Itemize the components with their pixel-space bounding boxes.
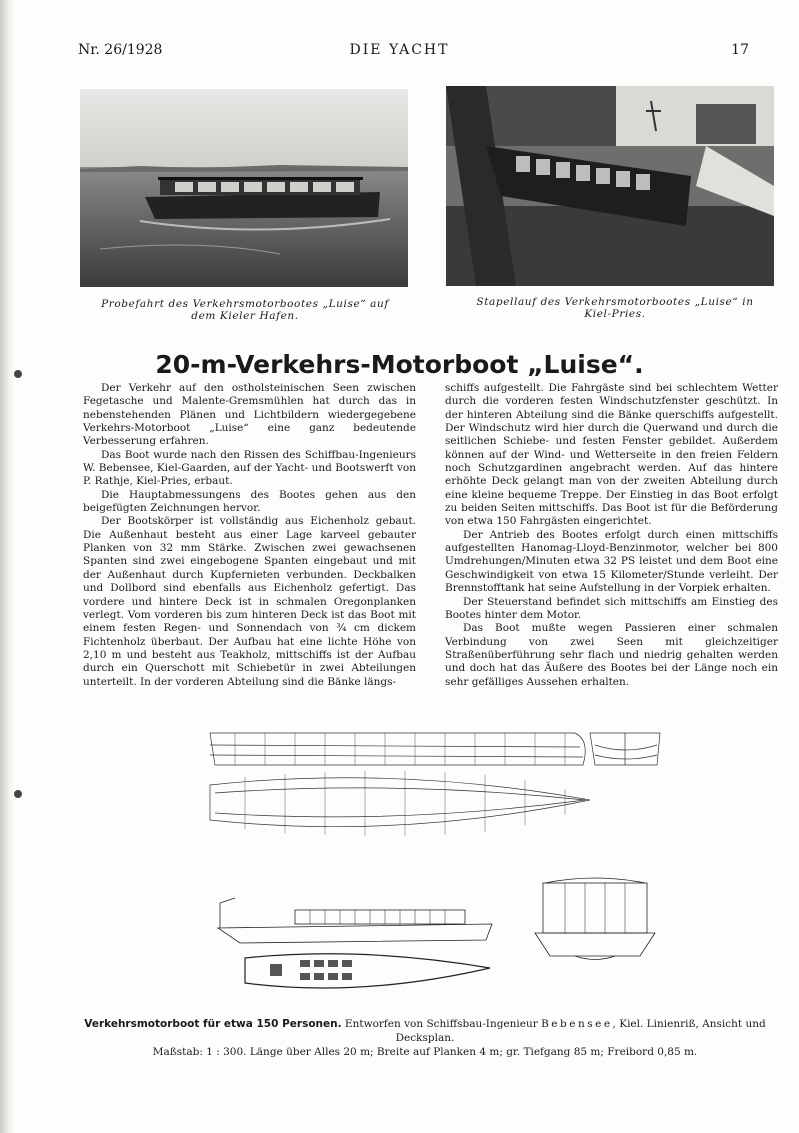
paragraph: Der Steuerstand befindet sich mittschiffs am Einstieg des Bootes hinter dem Motor. — [445, 595, 778, 621]
photo-caption-trial-run: Probefahrt des Verkehrsmotorbootes „Luise“ auf dem Kieler Hafen. — [101, 298, 389, 322]
figure-caption-designer: Bebensee — [541, 1018, 613, 1030]
paragraph: Der Bootskörper ist vollständig aus Eichenholz gebaut. Die Außenhaut besteht aus einer Lage karveel gebauter Planken von 32 mm Stärke. Zwischen zwei gewachsenen Spanten sind zwei eingebogene Spanten eingebaut und mit der Außenhaut durch Kupfernieten verbunden. Deckbalken und Dollbord sind ebenfalls aus Eichenholz gefertigt. Das vordere und hintere Deck ist in schmalen Oregonplanken verlegt. Vom vorderen bis zum hinteren Deck ist das Boot mit einem festen Regen- und Sonnendach von ¾ cm dickem Fichtenholz überbaut. Der Aufbau hat eine lichte Höhe von 2,10 m und besteht aus Teakholz, mittschiffs ist der Aufbau durch ein Querschott mit Schiebetür in zwei Abteilungen unterteilt. In der vorderen Abteilung sind die Bänke längs- — [83, 515, 416, 688]
article-column-left — [83, 382, 416, 689]
photo-caption-launch: Stapellauf des Verkehrsmotorbootes „Luise“ in Kiel-Pries. — [476, 296, 754, 320]
paragraph: Der Antrieb des Bootes erfolgt durch einen mittschiffs aufgestellten Hanomag-Lloyd-Benzinmotor, welcher bei 800 Umdrehungen/Minuten etwa 32 PS leistet und dem Boot eine Geschwindigkeit von etwa 15 Kilometer/Stunde verleiht. Der Brennstofftank hat seine Aufstellung in der Vorpiek erhalten. — [445, 528, 778, 595]
figure-caption — [60, 1017, 790, 1059]
photo-trial-run — [80, 89, 408, 287]
photo-launch — [446, 86, 774, 286]
magazine-title: DIE YACHT — [349, 42, 450, 58]
article-column-right — [445, 382, 778, 689]
paragraph: schiffs aufgestellt. Die Fahrgäste sind bei schlechtem Wetter durch die vorderen festen Windschutzfenster geschützt. In der hinteren Abteilung sind die Bänke querschiffs aufgestellt. Der Windschutz wird hier durch die Querwand und durch die seitlichen Schiebe- und festen Fenster gebildet. Außerdem können auf der Wind- und Wetterseite in den freien Feldern noch Schutzgardinen angebracht werden. Auf das hintere erhöhte Deck gelangt man von der zweiten Abteilung durch eine kleine bequeme Treppe. Der Einstieg in das Boot erfolgt zu beiden Seiten mittschiffs. Das Boot ist für die Beförderung von etwa 150 Fahrgästen eingerichtet. — [445, 382, 778, 528]
figure-caption-text: , Kiel. Linienriß, Ansicht und Decksplan. — [395, 1018, 766, 1044]
binding-hole — [14, 790, 22, 798]
figure-caption-title: Verkehrsmotorboot für etwa 150 Personen. — [84, 1018, 342, 1030]
paragraph: Das Boot mußte wegen Passieren einer schmalen Verbindung von zwei Seen mit gleichzeitiger Straßenüberführung sehr flach und niedrig gehalten werden und doch hat das Äußere des Bootes bei der Länge noch ein sehr gefälliges Aussehen erhalten. — [445, 622, 778, 688]
cross-section-drawing — [525, 868, 665, 963]
elevation-deck-plan-drawing — [210, 888, 500, 1003]
paragraph: Der Verkehr auf den ostholsteinischen Seen zwischen Fegetasche und Malente-Gremsmühlen hat durch das in nebenstehenden Plänen und Lichtbildern wiedergegebene Verkehrs-Motorboot „Luise“ eine ganz bedeutende Verbesserung erfahren. — [83, 382, 416, 448]
book-spine-shadow — [0, 0, 14, 1133]
figure-caption-dimensions: Maßstab: 1 : 300. Länge über Alles 20 m; Breite auf Planken 4 m; gr. Tiefgang 85 m; Freibord 0,85 m. — [152, 1046, 698, 1058]
page-number: 17 — [731, 42, 749, 58]
paragraph: Das Boot wurde nach den Rissen des Schiffbau-Ingenieurs W. Bebensee, Kiel-Gaarden, auf der Yacht- und Bootswerft von P. Rathje, Kiel-Pries, erbaut. — [83, 448, 416, 488]
paragraph: Die Hauptabmessungens des Bootes gehen aus den beigefügten Zeichnungen hervor. — [83, 488, 416, 515]
figure-caption-text: Entworfen von Schiffsbau-Ingenieur — [341, 1018, 542, 1030]
issue-number: Nr. 26/1928 — [78, 42, 163, 58]
article-title: 20-m-Verkehrs-Motorboot „Luise“. — [155, 350, 644, 379]
lines-plan-drawing — [205, 725, 665, 850]
